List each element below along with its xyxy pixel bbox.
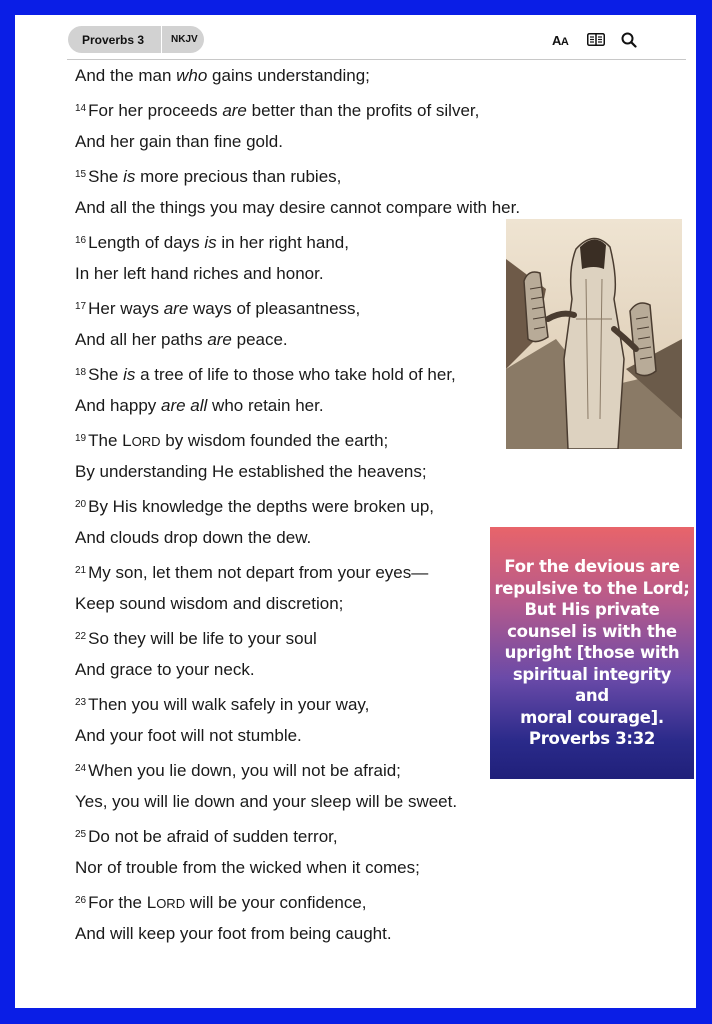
quote-text (490, 556, 694, 750)
verse-text: who retain her. (207, 396, 324, 415)
verse-number[interactable]: 23 (75, 697, 87, 708)
book-chapter-button[interactable]: Proverbs 3 (82, 32, 145, 47)
verse-text: Yes, you will lie down and your sleep will be sweet. (75, 792, 458, 811)
verse-text: who (176, 66, 208, 85)
quote-line: spiritual integrity and (512, 664, 672, 706)
verse-text: by wisdom founded the earth; (160, 431, 389, 450)
passage-selector[interactable] (68, 26, 204, 53)
verse-text: And happy (75, 396, 162, 415)
verse-line (75, 158, 595, 191)
verse-number[interactable]: 19 (75, 433, 87, 444)
reader-header (15, 15, 696, 59)
verse-line (75, 851, 595, 884)
verse-number[interactable]: 24 (75, 763, 87, 774)
verse-text: So they will be life to your soul (88, 629, 317, 648)
font-size-icon[interactable]: AA (552, 33, 569, 48)
verse-text: Then you will walk safely in your way, (88, 695, 370, 714)
verse-text: And all her paths (75, 330, 208, 349)
quote-line: For the devious are (504, 557, 680, 577)
verse-text: For her proceeds (88, 101, 223, 120)
verse-text: are all (161, 396, 208, 415)
verse-line (75, 125, 595, 158)
verse-text: For the (88, 893, 147, 912)
verse-text: Nor of trouble from the wicked when it comes; (75, 858, 420, 877)
verse-text: The (88, 431, 123, 450)
verse-text: When you lie down, you will not be afraid; (88, 761, 401, 780)
quote-line: upright [those with (504, 643, 680, 663)
verse-text: ORD (156, 896, 186, 911)
verse-text: My son, let them not depart from your eyes— (88, 563, 429, 582)
quote-line: Proverbs 3:32 (528, 729, 656, 749)
quote-line: But His private (524, 600, 660, 620)
verse-line (75, 59, 595, 92)
verse-text: gains understanding; (207, 66, 370, 85)
verse-number[interactable]: 26 (75, 895, 87, 906)
search-icon[interactable] (621, 32, 637, 53)
verse-text: And your foot will not stumble. (75, 726, 302, 745)
verse-text: She (88, 365, 124, 384)
verse-text: In her left hand riches and honor. (75, 264, 324, 283)
quote-line: counsel is with the (507, 621, 677, 641)
verse-text: And grace to your neck. (75, 660, 255, 679)
reader-book-icon[interactable] (587, 33, 605, 51)
verse-number[interactable]: 17 (75, 301, 87, 312)
verse-text: a tree of life to those who take hold of her, (135, 365, 456, 384)
verse-text: L (122, 431, 132, 450)
verse-text: better than the profits of silver, (246, 101, 480, 120)
verse-line (75, 884, 595, 917)
verse-text: By understanding He established the heavens; (75, 462, 427, 481)
verse-number[interactable]: 25 (75, 829, 87, 840)
verse-text: are (163, 299, 189, 318)
verse-text: in her right hand, (216, 233, 349, 252)
quote-card (490, 527, 694, 779)
verse-number[interactable]: 18 (75, 367, 87, 378)
verse-text: will be your confidence, (185, 893, 367, 912)
verse-text: are (207, 330, 232, 349)
verse-number[interactable]: 16 (75, 235, 87, 246)
verse-text: And clouds drop down the dew. (75, 528, 312, 547)
verse-text: are (222, 101, 247, 120)
verse-text: ORD (131, 434, 161, 449)
verse-line (75, 92, 595, 125)
verse-text: is (123, 365, 136, 384)
quote-line: moral courage]. (520, 707, 664, 727)
verse-number[interactable]: 22 (75, 631, 87, 642)
verse-text: Length of days (88, 233, 205, 252)
verse-text: Her ways (88, 299, 164, 318)
verse-text: And all the things you may desire cannot compare with her. (75, 198, 521, 217)
verse-line (75, 917, 595, 950)
verse-text: is (123, 167, 136, 186)
verse-text: Do not be afraid of sudden terror, (88, 827, 338, 846)
verse-number[interactable]: 15 (75, 169, 87, 180)
version-button[interactable]: NKJV (171, 34, 198, 45)
verse-text: L (146, 893, 157, 912)
scripture-text (75, 59, 595, 950)
quote-line: repulsive to the Lord; (494, 578, 690, 598)
verse-text: Keep sound wisdom and discretion; (75, 594, 344, 613)
verse-number[interactable]: 21 (75, 565, 87, 576)
verse-text: is (204, 233, 217, 252)
verse-text: She (88, 167, 124, 186)
verse-text: And her gain than fine gold. (75, 132, 283, 151)
verse-number[interactable]: 14 (75, 103, 87, 114)
reader-page (15, 15, 696, 1008)
verse-line (75, 488, 595, 521)
verse-text: more precious than rubies, (135, 167, 342, 186)
verse-number[interactable]: 20 (75, 499, 87, 510)
verse-line (75, 455, 595, 488)
verse-line (75, 785, 595, 818)
moses-illustration (506, 219, 682, 449)
verse-text: And will keep your foot from being caught. (75, 924, 392, 943)
verse-text: peace. (231, 330, 288, 349)
verse-text: And the man (75, 66, 177, 85)
verse-line (75, 818, 595, 851)
verse-text: By His knowledge the depths were broken up, (88, 497, 434, 516)
verse-text: ways of pleasantness, (188, 299, 361, 318)
